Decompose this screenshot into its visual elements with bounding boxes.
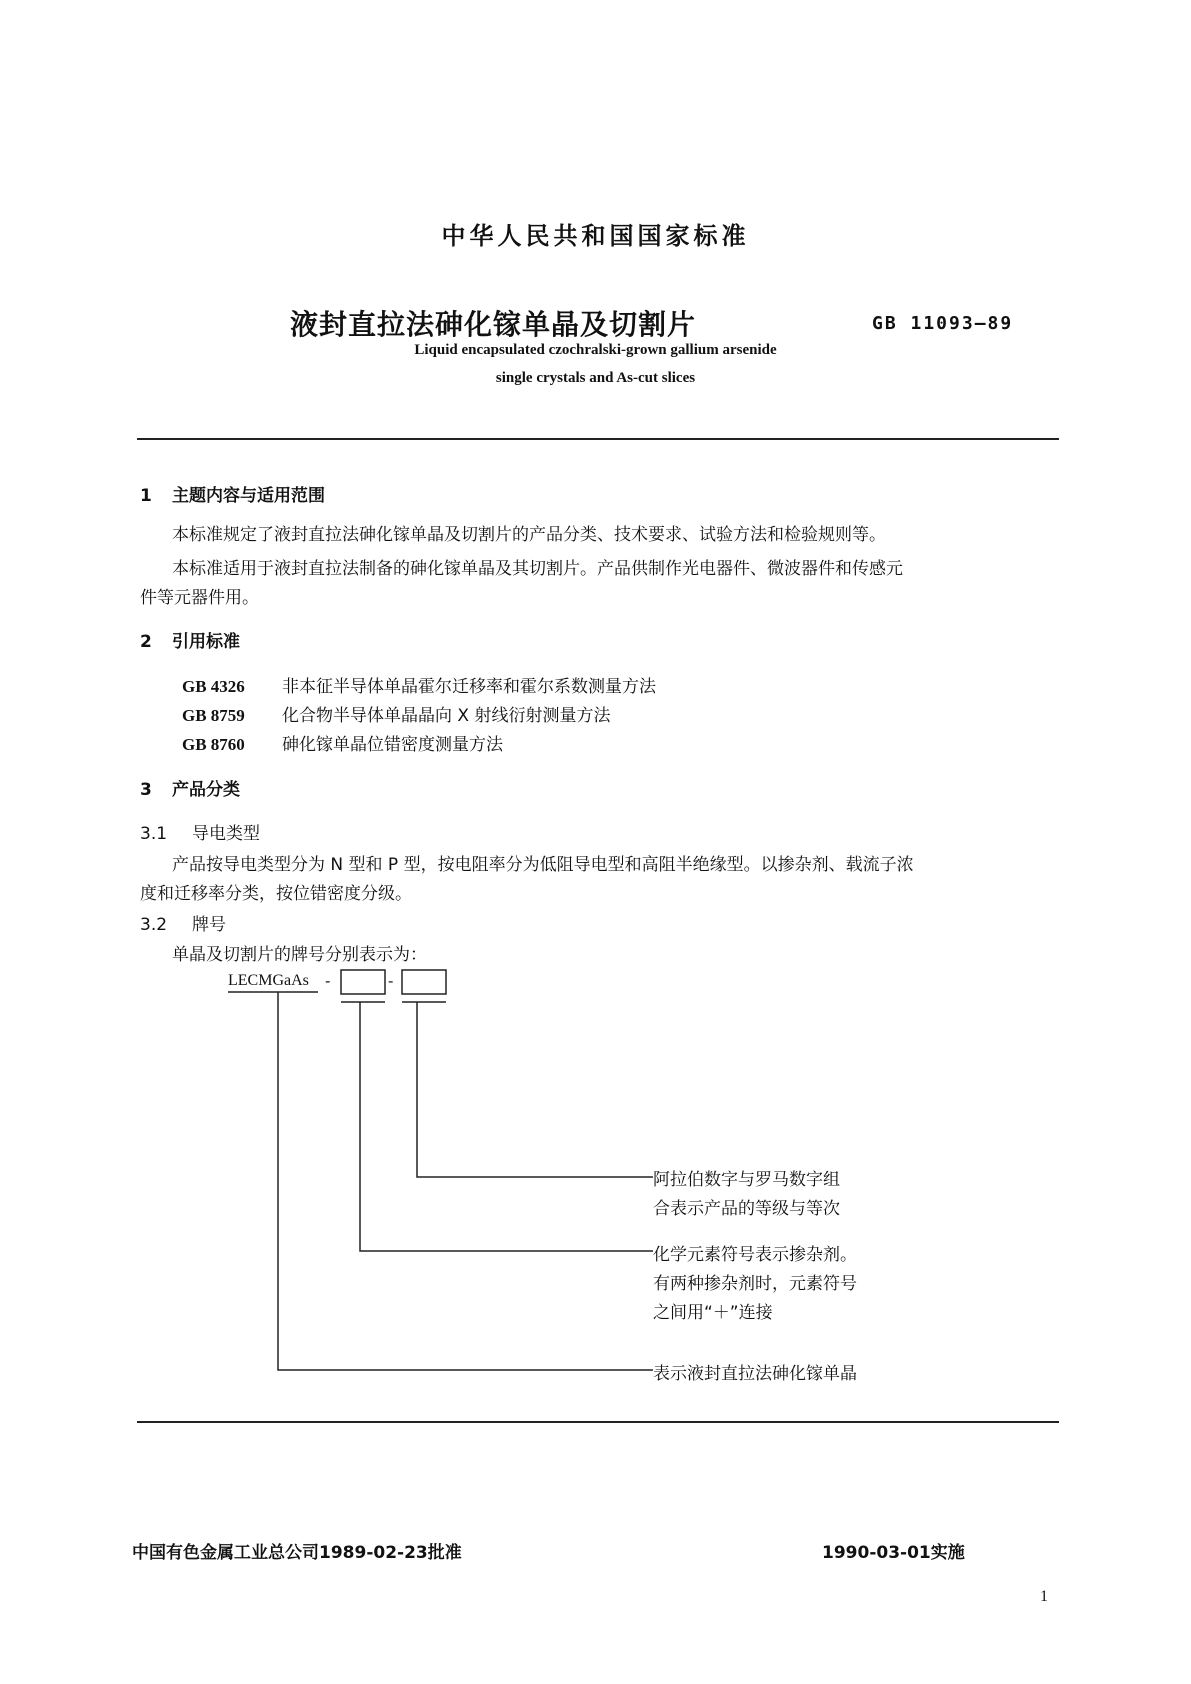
reference-code: GB 8759 <box>182 706 245 725</box>
subsection-3-1-paragraph-line2: 度和迁移率分类，按位错密度分级。 <box>140 884 412 904</box>
standard-code: GB 11093—89 <box>872 313 1014 334</box>
section-number: 3 <box>140 780 152 800</box>
subsection-title: 牌号 <box>192 915 226 935</box>
document-title-zh: 液封直拉法砷化镓单晶及切割片 <box>290 308 697 341</box>
document-title-en-line2: single crystals and As-cut slices <box>495 370 696 386</box>
dopant-box <box>341 970 385 994</box>
subsection-3-2-intro: 单晶及切割片的牌号分别表示为： <box>172 945 427 965</box>
designation-dash-2: - <box>388 971 394 990</box>
dopant-label-line3: 之间用“＋”连接 <box>653 1303 773 1323</box>
reference-code: GB 4326 <box>182 677 245 696</box>
reference-title: 非本征半导体单晶霍尔迁移率和霍尔系数测量方法 <box>282 677 656 697</box>
grade-label-line1: 阿拉伯数字与罗马数字组 <box>653 1170 840 1190</box>
reference-title: 砷化镓单晶位错密度测量方法 <box>282 735 503 755</box>
dopant-label-line2: 有两种掺杂剂时，元素符号 <box>653 1274 857 1294</box>
grade-leader-line <box>417 1002 653 1177</box>
page-number: 1 <box>1040 1588 1048 1605</box>
effective-date: 1990-03-01实施 <box>822 1543 965 1563</box>
designation-dash-1: - <box>325 971 331 990</box>
dopant-leader-line <box>360 1002 653 1251</box>
section-title: 主题内容与适用范围 <box>172 486 325 506</box>
section-number: 2 <box>140 632 152 652</box>
section-title: 引用标准 <box>172 632 240 652</box>
approval-date: 中国有色金属工业总公司1989-02-23批准 <box>132 1543 462 1563</box>
section-1-paragraph-2-line1: 本标准适用于液封直拉法制备的砷化镓单晶及其切割片。产品供制作光电器件、微波器件和传感元 <box>172 559 903 579</box>
section-1-paragraph-1: 本标准规定了液封直拉法砷化镓单晶及切割片的产品分类、技术要求、试验方法和检验规则等。 <box>172 525 886 545</box>
reference-code: GB 8760 <box>182 735 245 754</box>
reference-title: 化合物半导体单晶晶向 X 射线衍射测量方法 <box>282 706 611 726</box>
section-number: 1 <box>140 486 152 506</box>
grade-box <box>402 970 446 994</box>
subsection-number: 3.2 <box>140 915 168 935</box>
section-title: 产品分类 <box>172 780 240 800</box>
footer-divider <box>137 1421 1059 1423</box>
document-title-en-line1: Liquid encapsulated czochralski-grown gallium arsenide <box>414 342 777 358</box>
prefix-leader-line <box>278 992 653 1370</box>
grade-label-line2: 合表示产品的等级与等次 <box>653 1199 840 1219</box>
subsection-3-1-paragraph-line1: 产品按导电类型分为 N 型和 P 型，按电阻率分为低阻导电型和高阻半绝缘型。以掺杂剂、载流子浓 <box>172 855 914 875</box>
designation-prefix: LECMGaAs <box>228 972 309 989</box>
section-1-paragraph-2-line2: 件等元器件用。 <box>140 588 259 608</box>
standard-org-heading: 中华人民共和国国家标准 <box>441 222 750 250</box>
subsection-title: 导电类型 <box>192 824 260 844</box>
subsection-number: 3.1 <box>140 824 168 844</box>
prefix-label: 表示液封直拉法砷化镓单晶 <box>653 1364 857 1384</box>
dopant-label-line1: 化学元素符号表示掺杂剂。 <box>653 1245 857 1265</box>
